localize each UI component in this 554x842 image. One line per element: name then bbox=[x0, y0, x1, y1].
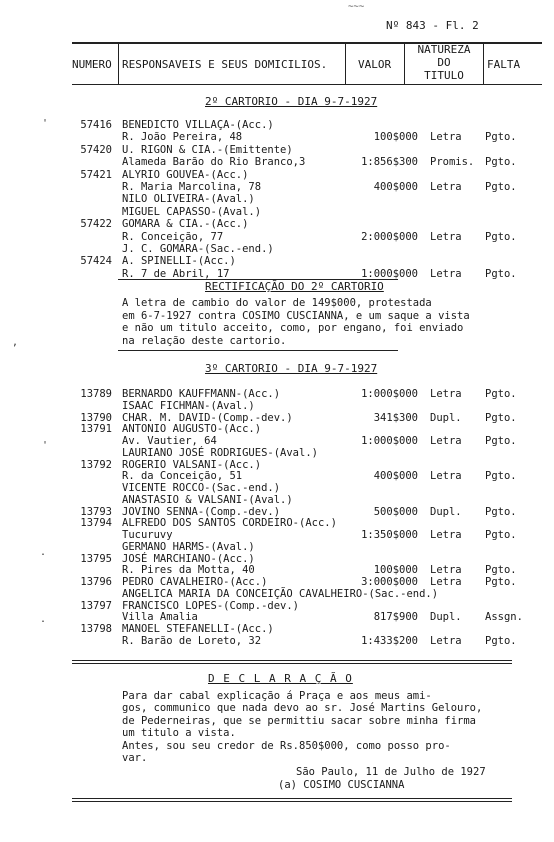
entry-party: ANGELICA MARIA DA CONCEIÇÃO CAVALHEIRO-(Sac.-end.) bbox=[122, 587, 439, 600]
entry-number: 13793 bbox=[80, 505, 112, 518]
col-responsaveis: RESPONSAVEIS E SEUS DOMICILIOS. bbox=[122, 58, 328, 71]
entry-number: 13798 bbox=[80, 623, 112, 635]
entry-value: 341$300 bbox=[373, 411, 418, 424]
col-divider-1 bbox=[118, 42, 119, 84]
col-valor: VALOR bbox=[358, 58, 392, 71]
entry-falta: Pgto. bbox=[485, 470, 517, 483]
entry-party: NILO OLIVEIRA-(Aval.) bbox=[122, 193, 255, 206]
entry-nature: Letra bbox=[430, 564, 462, 577]
margin-mark: . bbox=[40, 547, 47, 558]
entry-number: 57422 bbox=[80, 218, 112, 231]
entry-number: 57421 bbox=[80, 168, 112, 181]
entry-party: CHAR. M. DAVID-(Comp.-dev.) bbox=[122, 411, 293, 424]
entry-value: 2:000$000 bbox=[361, 230, 418, 243]
entry-falta: Pgto. bbox=[485, 564, 517, 577]
separator-rule-2 bbox=[72, 663, 512, 664]
entry-nature: Letra bbox=[430, 131, 462, 144]
entry-party: Av. Vautier, 64 bbox=[122, 435, 217, 447]
entry-nature: Dupl. bbox=[430, 411, 462, 424]
entry-value: 3:000$000 bbox=[361, 576, 418, 588]
entry-party: BERNARDO KAUFFMANN-(Acc.) bbox=[122, 388, 281, 400]
entry-party: J. C. GOMARA-(Sac.-end.) bbox=[122, 243, 274, 255]
declaration-line: um titulo a vista. bbox=[122, 727, 236, 740]
entry-party: R. da Conceição, 51 bbox=[122, 470, 243, 483]
entry-falta: Pgto. bbox=[485, 388, 517, 400]
entry-party: R. 7 de Abril, 17 bbox=[122, 267, 230, 280]
entry-falta: Pgto. bbox=[485, 505, 517, 518]
entry-party: Tucuruvy bbox=[122, 529, 173, 541]
entry-nature: Letra bbox=[430, 576, 462, 588]
entry-party: ANASTASIO & VALSANI-(Aval.) bbox=[122, 493, 293, 506]
entry-falta: Pgto. bbox=[485, 156, 517, 169]
entry-number: 57424 bbox=[80, 255, 112, 268]
entry-party: GERMANO HARMS-(Aval.) bbox=[122, 540, 255, 553]
entry-party: R. Maria Marcolina, 78 bbox=[122, 181, 262, 193]
entry-nature: Letra bbox=[430, 435, 462, 447]
declaration-line: Antes, sou seu credor de Rs.850$000, como posso pro- bbox=[122, 739, 451, 752]
entry-party: ISAAC FICHMAN-(Aval.) bbox=[122, 399, 255, 412]
entry-party: ROGERIO VALSANI-(Acc.) bbox=[122, 458, 262, 471]
entry-value: 817$900 bbox=[373, 611, 418, 624]
entry-value: 1:433$200 bbox=[361, 634, 418, 647]
entry-number: 13797 bbox=[80, 599, 112, 612]
entry-value: 400$000 bbox=[373, 181, 418, 193]
entry-party: ALYRIO GOUVEA-(Acc.) bbox=[122, 168, 249, 181]
entry-party: PEDRO CAVALHEIRO-(Acc.) bbox=[122, 576, 268, 588]
declaration-line: gos, communico que nada devo ao sr. José Martins Gelouro, bbox=[122, 702, 483, 715]
entry-value: 1:350$000 bbox=[361, 529, 418, 541]
entry-party: Alameda Barão do Rio Branco,3 bbox=[122, 156, 306, 169]
entry-party: GOMARA & CIA.-(Acc.) bbox=[122, 218, 249, 231]
entry-party: ALFREDO DOS SANTOS CORDEIRO-(Acc.) bbox=[122, 517, 337, 530]
entry-value: 1:000$000 bbox=[361, 388, 418, 400]
rectification-line: na relação deste cartorio. bbox=[122, 334, 287, 347]
entry-party: R. Pires da Motta, 40 bbox=[122, 564, 255, 577]
entry-nature: Letra bbox=[430, 529, 462, 541]
entry-number: 13789 bbox=[80, 388, 112, 400]
entry-party: ANTONIO AUGUSTO-(Acc.) bbox=[122, 423, 262, 436]
entry-falta: Pgto. bbox=[485, 634, 517, 647]
entry-party: JOVINO SENNA-(Comp.-dev.) bbox=[122, 505, 281, 518]
margin-mark: . bbox=[40, 614, 47, 625]
entry-falta: Assgn. bbox=[485, 611, 523, 624]
entry-number: 13792 bbox=[80, 458, 112, 471]
entry-number: 13796 bbox=[80, 576, 112, 588]
col-falta: FALTA bbox=[487, 58, 521, 71]
entry-party: LAURIANO JOSÉ RODRIGUES-(Aval.) bbox=[122, 446, 318, 459]
rectification-line: A letra de cambio do valor de 149$000, protestada bbox=[122, 297, 432, 309]
entry-party: MIGUEL CAPASSO-(Aval.) bbox=[122, 205, 262, 218]
rectification-line: e não um titulo acceito, como, por engano, foi enviado bbox=[122, 322, 464, 335]
entry-falta: Pgto. bbox=[485, 131, 517, 144]
entry-nature: Letra bbox=[430, 470, 462, 483]
entry-value: 400$000 bbox=[373, 470, 418, 483]
entry-value: 100$000 bbox=[373, 131, 418, 144]
top-stamp: ~~~ bbox=[348, 2, 365, 12]
entry-nature: Letra bbox=[430, 230, 462, 243]
entry-value: 1:856$300 bbox=[361, 156, 418, 169]
section3-start-rule bbox=[118, 350, 398, 351]
page-reference: Nº 843 - Fl. 2 bbox=[386, 19, 479, 32]
entry-party: R. Barão de Loreto, 32 bbox=[122, 634, 262, 647]
entry-nature: Letra bbox=[430, 634, 462, 647]
entry-party: FRANCISCO LOPES-(Comp.-dev.) bbox=[122, 599, 300, 612]
margin-mark: ' bbox=[42, 440, 49, 451]
declaration-signature: (a) COSIMO CUSCIANNA bbox=[278, 779, 405, 791]
declaration-line: Para dar cabal explicação á Praça e aos meus ami- bbox=[122, 690, 432, 702]
entry-value: 500$000 bbox=[373, 505, 418, 518]
section3-title: 3º CARTORIO - DIA 9-7-1927 bbox=[205, 362, 378, 375]
entry-number: 57416 bbox=[80, 119, 112, 131]
header-rule-bottom bbox=[72, 84, 542, 85]
col-natureza-1: NATUREZA bbox=[417, 43, 471, 56]
entry-falta: Pgto. bbox=[485, 411, 517, 424]
entry-value: 100$000 bbox=[373, 564, 418, 577]
col-numero: NUMERO bbox=[72, 58, 112, 71]
entry-number: 13791 bbox=[80, 423, 112, 436]
entry-party: MANOEL STEFANELLI-(Acc.) bbox=[122, 623, 274, 635]
margin-mark: ' bbox=[42, 118, 49, 129]
entry-party: R. Conceição, 77 bbox=[122, 230, 224, 243]
declaration-date: São Paulo, 11 de Julho de 1927 bbox=[296, 766, 486, 778]
margin-mark: , bbox=[12, 337, 19, 348]
entry-party: Villa Amalia bbox=[122, 611, 198, 624]
entry-falta: Pgto. bbox=[485, 529, 517, 541]
entry-party: R. João Pereira, 48 bbox=[122, 131, 243, 144]
entry-number: 13790 bbox=[80, 411, 112, 424]
entry-value: 1:000$000 bbox=[361, 435, 418, 447]
bottom-rule-2 bbox=[72, 801, 512, 802]
entry-nature: Letra bbox=[430, 181, 462, 193]
entry-nature: Letra bbox=[430, 388, 462, 400]
rectification-line: em 6-7-1927 contra COSIMO CUSCIANNA, e um saque a vista bbox=[122, 309, 470, 322]
col-natureza-3: TITULO bbox=[424, 69, 464, 82]
entry-party: BENEDICTO VILLAÇA-(Acc.) bbox=[122, 119, 274, 131]
col-natureza-2: DO bbox=[437, 56, 451, 69]
rectification-title: RECTIFICAÇÃO DO 2º CARTORIO bbox=[205, 280, 384, 293]
separator-rule-1 bbox=[72, 660, 512, 661]
entry-nature: Dupl. bbox=[430, 611, 462, 624]
declaration-line: var. bbox=[122, 752, 148, 764]
entry-nature: Letra bbox=[430, 267, 462, 280]
entry-party: JOSÉ MARCHIANO-(Acc.) bbox=[122, 552, 255, 565]
entry-falta: Pgto. bbox=[485, 576, 517, 588]
entry-nature: Dupl. bbox=[430, 505, 462, 518]
entry-party: U. RIGON & CIA.-(Emittente) bbox=[122, 143, 293, 156]
entry-value: 1:000$000 bbox=[361, 267, 418, 280]
entry-nature: Promis. bbox=[430, 156, 475, 169]
col-divider-4 bbox=[483, 42, 484, 84]
entry-falta: Pgto. bbox=[485, 267, 517, 280]
bottom-rule-1 bbox=[72, 798, 512, 799]
entry-party: A. SPINELLI-(Acc.) bbox=[122, 255, 236, 268]
col-divider-3 bbox=[404, 42, 405, 84]
section2-title: 2º CARTORIO - DIA 9-7-1927 bbox=[205, 95, 378, 108]
entry-number: 57420 bbox=[80, 143, 112, 156]
declaration-title: D E C L A R A Ç Ã O bbox=[208, 672, 353, 685]
entry-falta: Pgto. bbox=[485, 435, 517, 447]
entry-number: 13794 bbox=[80, 517, 112, 530]
declaration-line: de Pederneiras, que se permittiu sacar sobre minha firma bbox=[122, 714, 477, 727]
entry-party: VICENTE ROCCO-(Sac.-end.) bbox=[122, 482, 281, 494]
entry-falta: Pgto. bbox=[485, 230, 517, 243]
entry-number: 13795 bbox=[80, 552, 112, 565]
col-divider-2 bbox=[345, 42, 346, 84]
entry-falta: Pgto. bbox=[485, 181, 517, 193]
